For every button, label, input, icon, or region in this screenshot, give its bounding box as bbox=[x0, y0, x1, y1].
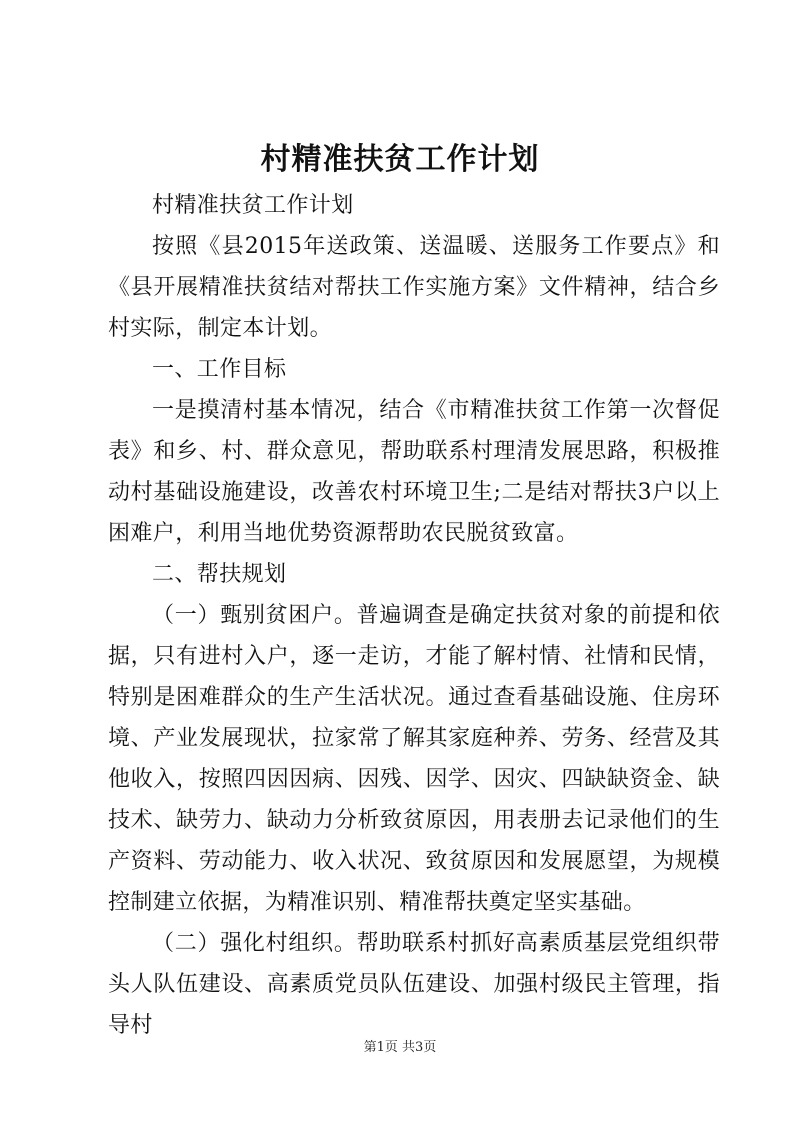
document-title: 村精准扶贫工作计划 bbox=[260, 142, 540, 177]
intro-paragraph: 按照《县2015年送政策、送温暖、送服务工作要点》和《县开展精准扶贫结对帮扶工作实施方案》文件精神，结合乡村实际，制定本计划。 bbox=[108, 234, 720, 341]
page-footer: 第1页 共3页 bbox=[363, 1040, 437, 1055]
section-heading-planning: 二、帮扶规划 bbox=[152, 562, 287, 587]
goals-paragraph: 一是摸清村基本情况，结合《市精准扶贫工作第一次督促表》和乡、村、群众意见，帮助联系村理清发展思路，积极推动村基础设施建设，改善农村环境卫生;二是结对帮扶3户以上困难户，利用当地优势资源帮助农民脱贫致富。 bbox=[108, 398, 720, 546]
planning-item-1-paragraph: （一）甄别贫困户。普遍调查是确定扶贫对象的前提和依据，只有进村入户，逐一走访，才能了解村情、社情和民情，特别是困难群众的生产生活状况。通过查看基础设施、住房环境、产业发展现状，拉家常了解其家庭种养、劳务、经营及其他收入，按照四因因病、因残、因学、因灾、四缺缺资金、缺技术、缺劳力、缺动力分析致贫原因，用表册去记录他们的生产资料、劳动能力、收入状况、致贫原因和发展愿望，为规模控制建立依据，为精准识别、精准帮扶奠定坚实基础。 bbox=[108, 603, 720, 915]
document-body bbox=[108, 185, 720, 1046]
subtitle-paragraph: 村精准扶贫工作计划 bbox=[152, 193, 354, 218]
section-heading-goals: 一、工作目标 bbox=[152, 357, 287, 382]
planning-item-2-paragraph: （二）强化村组织。帮助联系村抓好高素质基层党组织带头人队伍建设、高素质党员队伍建设、加强村级民主管理，指导村 bbox=[108, 931, 720, 1038]
